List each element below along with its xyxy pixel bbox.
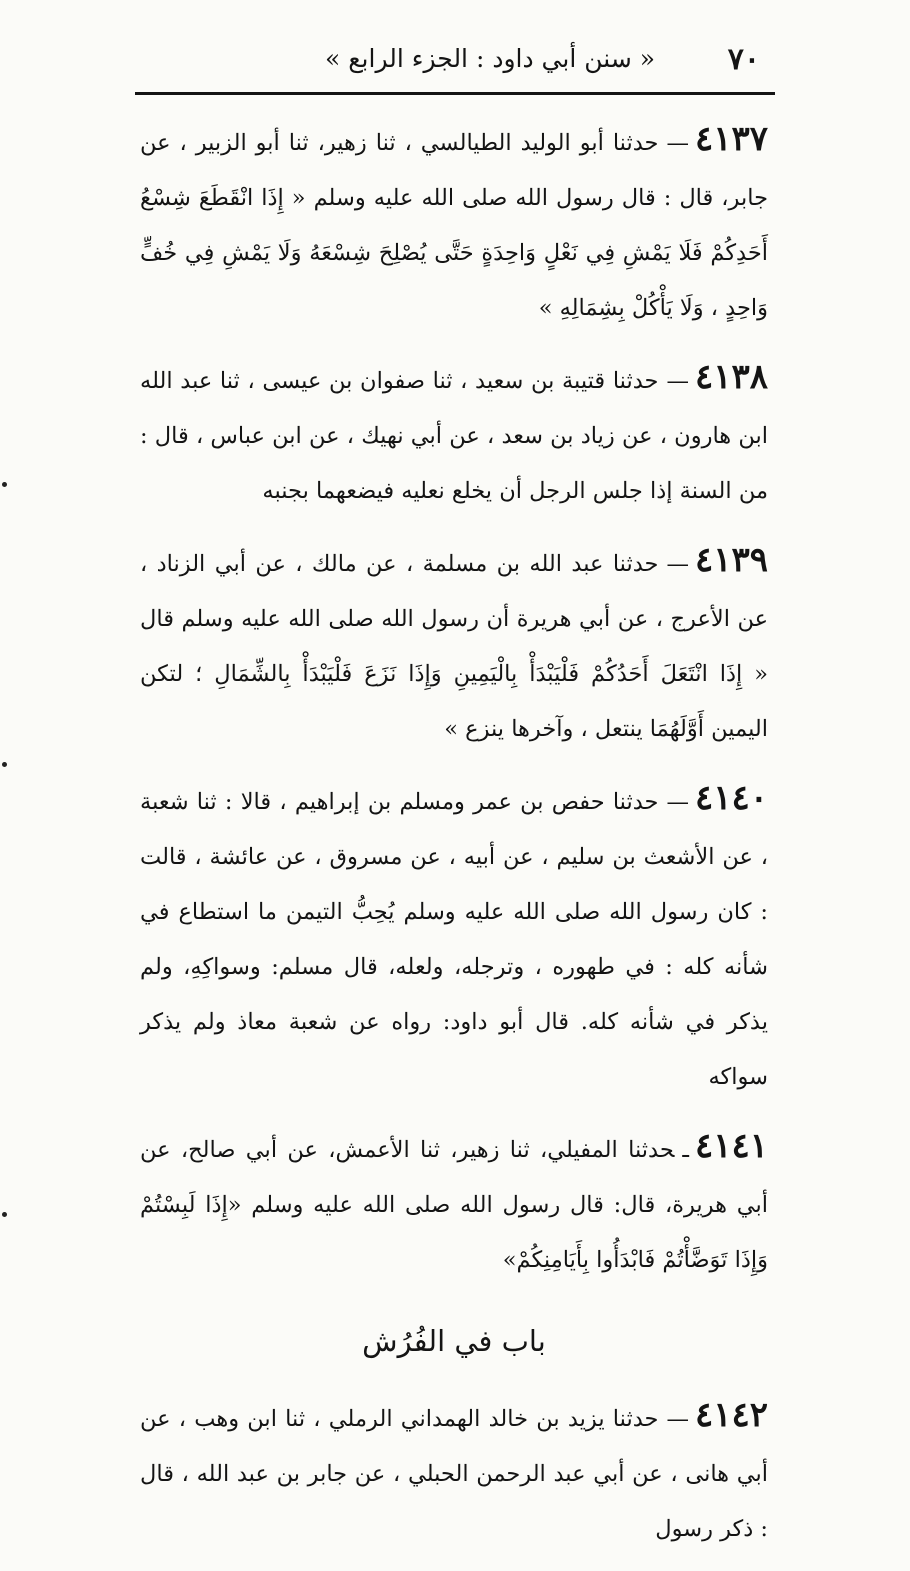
hadith-text: حدثنا عبد الله بن مسلمة ، عن مالك ، عن أبي الزناد ، عن الأعرج ، عن أبي هريرة أن رسول الله صلى الله عليه وسلم قال « إِذَا انْتَعَلَ أَحَدُكُمْ فَلْيَبْدَأْ بِالْيَمِينِ وَإِذَا نَزَعَ فَلْيَبْدَأْ بِالشِّمَالِ ؛ لتكن اليمين أَوَّلَهُمَا ينتعل ، وآخرها ينزع » — [140, 551, 768, 742]
page-body — [140, 112, 768, 1571]
hadith-entry — [140, 350, 768, 519]
header-rule — [135, 92, 775, 95]
hadith-number: ٤١٤٢ — [694, 1395, 768, 1435]
hadith-dash: — — [666, 368, 689, 394]
hadith-entry — [140, 1388, 768, 1557]
hadith-entry — [140, 533, 768, 757]
scan-edge-mark — [2, 482, 7, 487]
page-header — [135, 38, 770, 90]
chapter-title: باب في الفُرُش — [362, 1324, 546, 1358]
hadith-dash: — — [666, 551, 689, 577]
hadith-text: حدثنا يزيد بن خالد الهمداني الرملي ، ثنا ابن وهب ، عن أبي هانى ، عن أبي عبد الرحمن الحبلي ، عن جابر بن عبد الله ، قال : ذكر رسول — [140, 1406, 768, 1542]
running-title: « سنن أبي داود : الجزء الرابع » — [325, 44, 656, 73]
hadith-text: حدثنا قتيبة بن سعيد ، ثنا صفوان بن عيسى ، ثنا عبد الله ابن هارون ، عن زياد بن سعد ، عن أبي نهيك ، عن ابن عباس ، قال : من السنة إذا جلس الرجل أن يخلع نعليه فيضعهما بجنبه — [140, 368, 768, 504]
hadith-dash: — — [666, 130, 689, 156]
hadith-number: ٤١٣٩ — [694, 540, 768, 580]
hadith-entry — [140, 771, 768, 1105]
hadith-text: حدثنا حفص بن عمر ومسلم بن إبراهيم ، قالا : ثنا شعبة ، عن الأشعث بن سليم ، عن أبيه ، عن مسروق ، عن عائشة ، قالت : كان رسول الله صلى الله عليه وسلم يُحِبُّ التيمن ما استطاع في شأنه كله : في طهوره ، وترجله، ولعله، قال مسلم: وسواكِهِ، ولم يذكر في شأنه كله. قال أبو داود: رواه عن شعبة معاذ ولم يذكر سواكه — [140, 789, 768, 1090]
hadith-text: حدثنا المفيلي، ثنا زهير، ثنا الأعمش، عن أبي صالح، عن أبي هريرة، قال: قال رسول الله صلى الله عليه وسلم «إِذَا لَبِسْتُمْ وَإِذَا تَوَضَّأْتُمْ فَابْدَأُوا بِأَيَامِنِكُمْ» — [140, 1137, 768, 1273]
scan-edge-mark — [2, 1212, 7, 1217]
hadith-dash: — — [666, 789, 689, 815]
hadith-entry — [140, 1119, 768, 1288]
page-number: ٧٠ — [727, 42, 760, 77]
hadith-entry — [140, 112, 768, 336]
hadith-dash: — — [666, 1406, 689, 1432]
hadith-number: ٤١٣٨ — [694, 357, 768, 397]
hadith-number: ٤١٤١ — [694, 1126, 768, 1166]
hadith-number: ٤١٣٧ — [694, 119, 768, 159]
scan-edge-mark — [2, 762, 7, 767]
hadith-dash: ـ — [682, 1137, 689, 1163]
hadith-number: ٤١٤٠ — [694, 778, 768, 818]
hadith-text: حدثنا أبو الوليد الطيالسي ، ثنا زهير، ثنا أبو الزبير ، عن جابر، قال : قال رسول الله صلى الله عليه وسلم « إِذَا انْقَطَعَ شِسْعُ أَحَدِكُمْ فَلَا يَمْشِ فِي نَعْلٍ وَاحِدَةٍ حَتَّى يُصْلِحَ شِسْعَهُ وَلَا يَمْشِ فِي خُفٍّ وَاحِدٍ ، وَلَا يَأْكُلْ بِشِمَالِهِ » — [140, 130, 768, 321]
